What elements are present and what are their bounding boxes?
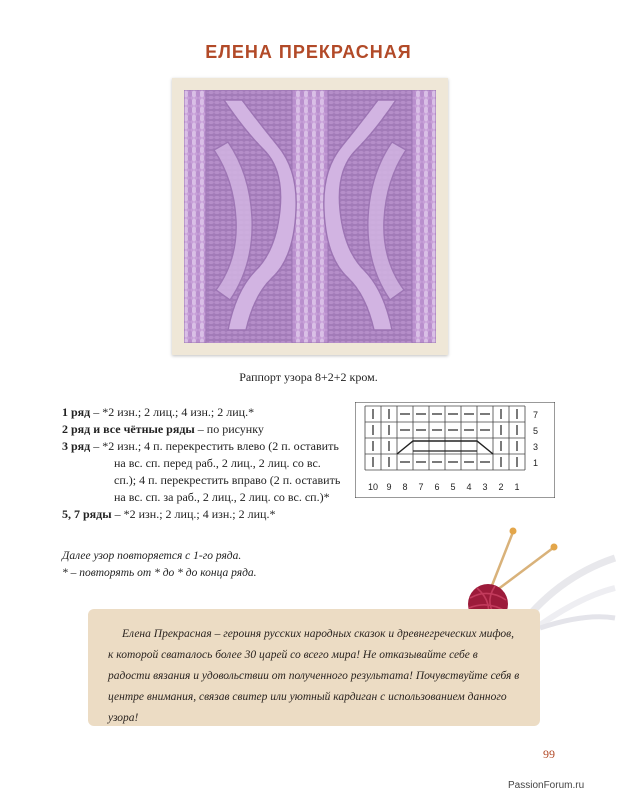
chart-column-number: 6	[434, 482, 440, 492]
instruction-row-4	[62, 506, 342, 523]
instruction-text: – *2 изн.; 4 п. перекрестить влево (2 п. оставить на вс. сп. перед раб., 2 лиц., 2 лиц. со вс. сп.); 4 п. перекрестить вправо (2 п. оставить на вс. сп. за раб., 2 лиц., 2 лиц. со вс. сп.)*	[90, 439, 341, 504]
instruction-label: 1 ряд	[62, 405, 91, 419]
info-box-text: Елена Прекрасная – героиня русских народных сказок и древнегреческих мифов, к которой сваталось более 30 царей со всего мира! Не отказывайте себе в радости вязания и удовольствии от полученного результата! Почувствуйте себя в центре внимания, связав свитер или уютный кардиган с использованием данного узора!	[108, 628, 520, 724]
chart-column-number: 10	[367, 482, 379, 492]
instruction-text: – по рисунку	[194, 422, 264, 436]
note-asterisk: * – повторять от * до * до конца ряда.	[62, 567, 257, 579]
info-box	[88, 609, 540, 726]
chart-column-number: 3	[482, 482, 488, 492]
chart-row-number: 7	[533, 410, 539, 420]
instruction-text: – *2 изн.; 2 лиц.; 4 изн.; 2 лиц.*	[111, 507, 276, 521]
chart-row-number: 3	[533, 442, 539, 452]
instruction-label: 3 ряд	[62, 439, 91, 453]
chart-column-number: 4	[466, 482, 472, 492]
chart-column-number: 9	[386, 482, 392, 492]
chart-column-number: 1	[514, 482, 520, 492]
knitting-chart	[355, 402, 555, 498]
chart-row-number: 1	[533, 458, 539, 468]
watermark: PassionForum.ru	[508, 780, 585, 791]
instruction-row-2	[62, 421, 342, 438]
pattern-caption: Раппорт узора 8+2+2 кром.	[239, 370, 378, 384]
knit-swatch-image	[184, 90, 436, 343]
chart-column-number: 7	[418, 482, 424, 492]
instruction-row-1	[62, 404, 342, 421]
instruction-row-3	[62, 438, 342, 506]
instruction-label: 5, 7 ряды	[62, 507, 112, 521]
instruction-text: – *2 изн.; 2 лиц.; 4 изн.; 2 лиц.*	[90, 405, 255, 419]
chart-row-number: 5	[533, 426, 539, 436]
note-repeat: Далее узор повторяется с 1-го ряда.	[62, 550, 242, 562]
page-title: ЕЛЕНА ПРЕКРАСНАЯ	[205, 42, 412, 62]
chart-column-number: 8	[402, 482, 408, 492]
notes-block	[62, 548, 257, 582]
instructions-block	[62, 404, 342, 523]
page-number: 99	[543, 747, 555, 761]
chart-column-number: 2	[498, 482, 504, 492]
instruction-label: 2 ряд и все чётные ряды	[62, 422, 195, 436]
knitting-chart-svg	[355, 402, 555, 498]
chart-column-number: 5	[450, 482, 456, 492]
swatch-photo-frame	[172, 78, 448, 355]
